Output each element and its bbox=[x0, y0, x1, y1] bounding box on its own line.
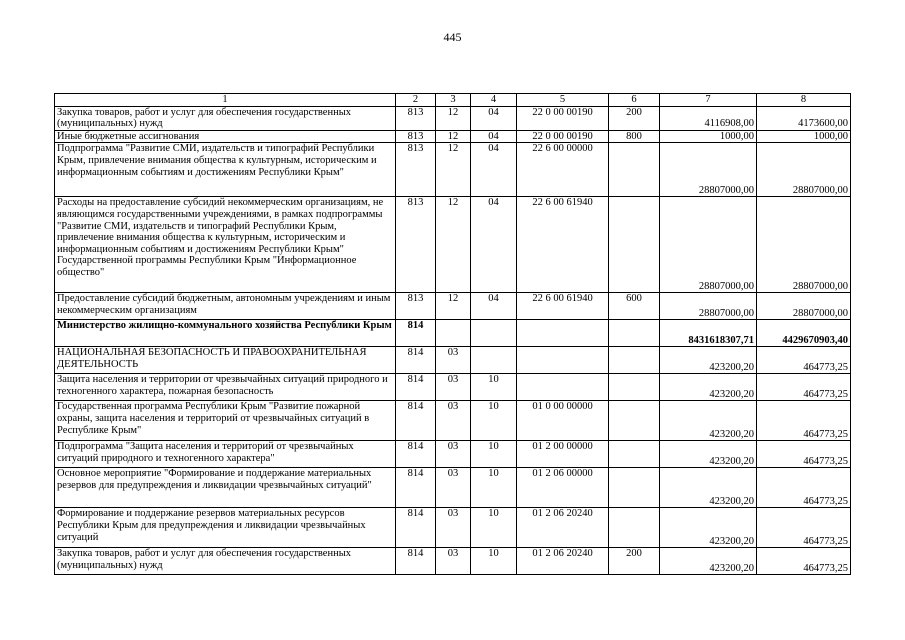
page-number: 445 bbox=[443, 30, 462, 44]
code-target: 22 0 00 00190 bbox=[517, 130, 609, 143]
amount-year1: 423200,20 bbox=[660, 441, 757, 468]
table-row bbox=[55, 508, 851, 548]
row-name: НАЦИОНАЛЬНАЯ БЕЗОПАСНОСТЬ И ПРАВООХРАНИТЕЛЬНАЯ ДЕЯТЕЛЬНОСТЬ bbox=[55, 347, 396, 374]
code-section: 03 bbox=[436, 468, 471, 508]
code-subsection: 10 bbox=[471, 374, 517, 401]
header-cell: 6 bbox=[609, 94, 660, 107]
code-target: 22 6 00 61940 bbox=[517, 293, 609, 320]
code-subsection: 04 bbox=[471, 106, 517, 130]
code-expense-type: 200 bbox=[609, 548, 660, 575]
code-ministry: 814 bbox=[396, 468, 436, 508]
amount-year2: 464773,25 bbox=[757, 347, 851, 374]
row-name: Закупка товаров, работ и услуг для обеспечения государственных (муниципальных) нужд bbox=[55, 548, 396, 575]
amount-year1: 423200,20 bbox=[660, 401, 757, 441]
header-cell: 4 bbox=[471, 94, 517, 107]
row-name: Подпрограмма "Защита населения и территорий от чрезвычайных ситуаций природного и техногенного характера" bbox=[55, 441, 396, 468]
budget-table bbox=[54, 93, 851, 575]
code-section bbox=[436, 320, 471, 347]
table-row bbox=[55, 347, 851, 374]
amount-year1: 423200,20 bbox=[660, 347, 757, 374]
code-section: 12 bbox=[436, 293, 471, 320]
row-name: Защита населения и территории от чрезвычайных ситуаций природного и техногенного характера, пожарная безопасность bbox=[55, 374, 396, 401]
amount-year1: 1000,00 bbox=[660, 130, 757, 143]
table-row bbox=[55, 143, 851, 197]
code-subsection: 10 bbox=[471, 468, 517, 508]
amount-year1: 423200,20 bbox=[660, 508, 757, 548]
code-ministry: 813 bbox=[396, 293, 436, 320]
row-name: Закупка товаров, работ и услуг для обеспечения государственных (муниципальных) нужд bbox=[55, 106, 396, 130]
amount-year2: 464773,25 bbox=[757, 548, 851, 575]
code-expense-type bbox=[609, 320, 660, 347]
table-row bbox=[55, 130, 851, 143]
code-target: 01 2 06 20240 bbox=[517, 548, 609, 575]
header-cell: 2 bbox=[396, 94, 436, 107]
amount-year2: 464773,25 bbox=[757, 468, 851, 508]
amount-year2: 1000,00 bbox=[757, 130, 851, 143]
code-target: 22 0 00 00190 bbox=[517, 106, 609, 130]
code-section: 03 bbox=[436, 347, 471, 374]
code-expense-type bbox=[609, 508, 660, 548]
amount-year1: 423200,20 bbox=[660, 374, 757, 401]
table-row-ministry bbox=[55, 320, 851, 347]
code-expense-type: 200 bbox=[609, 106, 660, 130]
code-ministry: 814 bbox=[396, 508, 436, 548]
code-section: 03 bbox=[436, 508, 471, 548]
code-subsection: 10 bbox=[471, 508, 517, 548]
row-name: Государственная программа Республики Крым "Развитие пожарной охраны, защита населения и территорий от чрезвычайных ситуаций в Республике Крым" bbox=[55, 401, 396, 441]
code-ministry: 813 bbox=[396, 197, 436, 293]
code-subsection bbox=[471, 347, 517, 374]
code-subsection: 10 bbox=[471, 441, 517, 468]
code-target: 01 2 06 20240 bbox=[517, 508, 609, 548]
row-name: Предоставление субсидий бюджетным, автономным учреждениям и иным некоммерческим организациям bbox=[55, 293, 396, 320]
amount-year1: 28807000,00 bbox=[660, 293, 757, 320]
table-row bbox=[55, 197, 851, 293]
code-expense-type bbox=[609, 441, 660, 468]
code-subsection: 10 bbox=[471, 401, 517, 441]
header-cell: 7 bbox=[660, 94, 757, 107]
code-subsection: 04 bbox=[471, 130, 517, 143]
code-section: 03 bbox=[436, 548, 471, 575]
code-expense-type bbox=[609, 401, 660, 441]
code-target bbox=[517, 374, 609, 401]
code-section: 12 bbox=[436, 197, 471, 293]
code-ministry: 814 bbox=[396, 320, 436, 347]
code-subsection: 04 bbox=[471, 143, 517, 197]
table-row bbox=[55, 374, 851, 401]
code-ministry: 813 bbox=[396, 130, 436, 143]
table-row bbox=[55, 468, 851, 508]
code-target bbox=[517, 320, 609, 347]
amount-year2: 28807000,00 bbox=[757, 197, 851, 293]
table-row bbox=[55, 106, 851, 130]
amount-year2: 28807000,00 bbox=[757, 293, 851, 320]
code-section: 03 bbox=[436, 441, 471, 468]
row-name: Министерство жилищно-коммунального хозяйства Республики Крым bbox=[55, 320, 396, 347]
amount-year1: 4116908,00 bbox=[660, 106, 757, 130]
amount-year2: 464773,25 bbox=[757, 401, 851, 441]
code-expense-type bbox=[609, 347, 660, 374]
code-expense-type: 800 bbox=[609, 130, 660, 143]
header-cell: 1 bbox=[55, 94, 396, 107]
code-ministry: 814 bbox=[396, 347, 436, 374]
header-cell: 8 bbox=[757, 94, 851, 107]
table-header-row bbox=[55, 94, 851, 107]
row-name: Расходы на предоставление субсидий некоммерческим организациям, не являющимся государственными учреждениями, в рамках подпрограммы "Развитие СМИ, издательств и типографий Республики Крым, привлечение внимания общества к культурным, историческим и информационным событиям и достижениям Республики Крым" Государственной программы Республики Крым "Информационное общество" bbox=[55, 197, 396, 293]
code-target bbox=[517, 347, 609, 374]
amount-year1: 423200,20 bbox=[660, 468, 757, 508]
code-expense-type bbox=[609, 197, 660, 293]
row-name: Подпрограмма "Развитие СМИ, издательств и типографий Республики Крым, привлечение внимания общества к культурным, историческим и информационным событиям и достижениям Республики Крым" bbox=[55, 143, 396, 197]
code-target: 01 2 00 00000 bbox=[517, 441, 609, 468]
code-section: 03 bbox=[436, 401, 471, 441]
code-section: 12 bbox=[436, 130, 471, 143]
row-name: Иные бюджетные ассигнования bbox=[55, 130, 396, 143]
amount-year2: 4429670903,40 bbox=[757, 320, 851, 347]
code-section: 03 bbox=[436, 374, 471, 401]
code-section: 12 bbox=[436, 106, 471, 130]
code-expense-type bbox=[609, 468, 660, 508]
code-subsection: 04 bbox=[471, 293, 517, 320]
amount-year1: 8431618307,71 bbox=[660, 320, 757, 347]
amount-year2: 464773,25 bbox=[757, 374, 851, 401]
table-row bbox=[55, 293, 851, 320]
code-target: 22 6 00 00000 bbox=[517, 143, 609, 197]
row-name: Формирование и поддержание резервов материальных ресурсов Республики Крым для предупреждения и ликвидации чрезвычайных ситуаций bbox=[55, 508, 396, 548]
amount-year1: 423200,20 bbox=[660, 548, 757, 575]
amount-year2: 28807000,00 bbox=[757, 143, 851, 197]
row-name: Основное мероприятие "Формирование и поддержание материальных резервов для предупреждения и ликвидации чрезвычайных ситуаций" bbox=[55, 468, 396, 508]
code-target: 01 0 00 00000 bbox=[517, 401, 609, 441]
code-subsection: 10 bbox=[471, 548, 517, 575]
code-ministry: 814 bbox=[396, 548, 436, 575]
table-row bbox=[55, 401, 851, 441]
code-subsection: 04 bbox=[471, 197, 517, 293]
code-ministry: 813 bbox=[396, 143, 436, 197]
code-ministry: 814 bbox=[396, 441, 436, 468]
header-cell: 3 bbox=[436, 94, 471, 107]
amount-year2: 464773,25 bbox=[757, 508, 851, 548]
code-ministry: 814 bbox=[396, 374, 436, 401]
amount-year1: 28807000,00 bbox=[660, 197, 757, 293]
amount-year1: 28807000,00 bbox=[660, 143, 757, 197]
table-row bbox=[55, 548, 851, 575]
table-row bbox=[55, 441, 851, 468]
code-ministry: 813 bbox=[396, 106, 436, 130]
code-target: 22 6 00 61940 bbox=[517, 197, 609, 293]
amount-year2: 4173600,00 bbox=[757, 106, 851, 130]
header-cell: 5 bbox=[517, 94, 609, 107]
code-ministry: 814 bbox=[396, 401, 436, 441]
code-expense-type bbox=[609, 374, 660, 401]
code-expense-type bbox=[609, 143, 660, 197]
code-expense-type: 600 bbox=[609, 293, 660, 320]
amount-year2: 464773,25 bbox=[757, 441, 851, 468]
code-target: 01 2 06 00000 bbox=[517, 468, 609, 508]
code-section: 12 bbox=[436, 143, 471, 197]
code-subsection bbox=[471, 320, 517, 347]
